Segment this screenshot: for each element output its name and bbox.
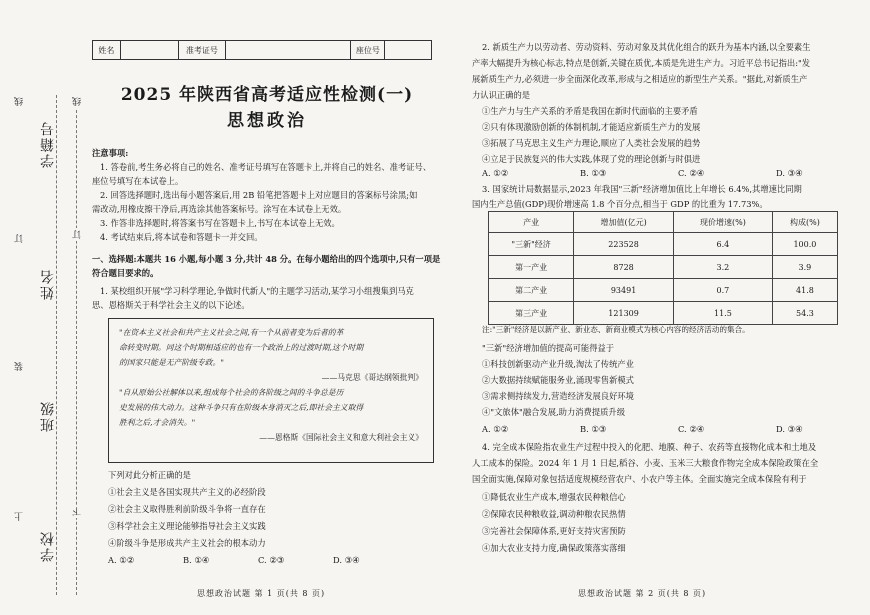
quote-line: 的国家只能是无产阶级专政。" [119,358,224,367]
binding-line-inner [76,95,77,595]
question-3-option: ④"文旅体"融合发展,助力消费提质升级 [482,407,626,417]
section-heading: 符合题目要求的。 [92,268,159,278]
table-cell: 11.5 [673,302,772,325]
table-cell: 第一产业 [489,256,574,279]
table-cell: "三新"经济 [489,233,574,256]
question-1-prompt: 下列对此分析正确的是 [108,470,191,480]
notice-line: 1. 答卷前,考生务必将自己的姓名、准考证号填写在答题卡上,并将自己的姓名、准考证号、 [100,162,432,172]
question-1-option: ①社会主义是各国实现共产主义的必经阶段 [108,487,266,497]
notice-line: 需改动,用橡皮擦干净后,再选涂其他答案标号。涂写在本试卷上无效。 [92,204,347,214]
table-cell: 41.8 [772,279,837,302]
question-4-option: ③完善社会保障体系,更好支持灾害预防 [482,526,626,536]
binding-mark: 下 [73,507,83,516]
question-4-stem: 人工成本的保险。2024 年 1 月 1 日起,稻谷、小麦、玉米三大粮食作物完全成本保险政策在全 [472,458,819,468]
seat-no-field-label: 座位号 [351,41,385,59]
quote-line: "在资本主义社会和共产主义社会之间,有一个从前者变为后者的革 [119,328,344,337]
binding-margin [0,0,92,615]
quote-line: 命转变时期。同这个时期相适应的也有一个政治上的过渡时期,这个时期 [119,343,364,352]
answer-choice-b[interactable]: B. ①③ [580,424,607,434]
question-1-answers [108,555,408,565]
question-4-option: ②保障农民种粮收益,调动种粮农民热情 [482,509,626,519]
subject-title: 思想政治 [227,111,307,131]
table-header-cell: 增加值(亿元) [574,212,674,233]
student-id-label: 学籍号 [40,120,56,168]
page-2 [468,0,863,615]
table-row [489,302,838,325]
name-label: 姓名 [40,268,56,300]
table-row [489,256,838,279]
notice-line: 2. 回答选择题时,选出每小题答案后,用 2B 铅笔把答题卡上对应题目的答案标号涂黑;如 [100,190,418,200]
section-heading: 一、选择题:本题共 16 小题,每小题 3 分,共计 48 分。在每小题给出的四个选项中,只有一项是 [92,254,441,264]
binding-line-outer [56,95,57,595]
table-cell: 121309 [574,302,674,325]
question-3-option: ②大数据持续赋能服务业,涌现零售新模式 [482,375,634,385]
binding-mark: 上 [15,512,25,521]
binding-mark: 装 [15,362,25,371]
question-2-option: ②只有体现激励创新的体制机制,才能适应新质生产力的发展 [482,122,701,132]
table-header-row [489,212,838,233]
page-footer: 思想政治试题 第 1 页(共 8 页) [197,589,326,598]
answer-choice-b[interactable]: B. ①③ [580,168,607,178]
question-3-prompt: "三新"经济增加值的提高可能得益于 [482,343,615,353]
answer-choice-a[interactable]: A. ①② [482,168,509,178]
binding-mark: 订 [15,234,25,243]
question-2-option: ③拓展了马克思主义生产力理论,顺应了人类社会发展的趋势 [482,138,701,148]
page-footer: 思想政治试题 第 2 页(共 8 页) [578,589,707,598]
table-header-cell: 构成(%) [772,212,837,233]
answer-choice-d[interactable]: D. ③④ [776,424,803,434]
question-2-stem: 产率大幅提升为核心标志,特点是创新,关键在质优,本质是先进生产力。习近平总书记指出:"发 [472,58,811,68]
quote-line: "自从原始公社解体以来,组成每个社会的各阶级之间的斗争总是历 [119,388,344,397]
notice-line: 4. 考试结束后,将本试卷和答题卡一并交回。 [100,232,263,242]
question-3-stem: 3. 国家统计局数据显示,2023 年我国"三新"经济增加值比上年增长 6.4%,其增速比同期 [482,184,802,194]
question-4-stem: 4. 完全成本保险指农业生产过程中投入的化肥、地膜、种子、农药等直接物化成本和土地及 [482,442,817,452]
question-2-stem: 力认识正确的是 [472,90,531,100]
question-4-stem: 国全面实施,保障对象包括适度规模经营农户、小农户等主体。全面实施完全成本保险有利于 [472,474,807,484]
answer-choice-d[interactable]: D. ③④ [333,555,360,565]
answer-choice-a[interactable]: A. ①② [108,555,135,565]
question-4-option: ④加大农业支持力度,确保政策落实落细 [482,543,626,553]
exam-title: 2025 年陕西省高考适应性检测(一) [120,85,414,105]
question-3-option: ①科技创新驱动产业升级,淘汰了传统产业 [482,359,634,369]
exam-no-field-label: 准考证号 [179,41,227,59]
table-cell: 0.7 [673,279,772,302]
quote-line: 胜利之后,才会消失。" [119,418,196,427]
binding-mark: 订 [73,230,83,239]
notice-heading: 注意事项: [92,148,129,158]
question-2-answers [482,168,870,178]
question-2-stem: 2. 新质生产力以劳动者、劳动资料、劳动对象及其优化组合的跃升为基本内涵,以全要素生 [482,42,811,52]
table-header-cell: 产业 [489,212,574,233]
binding-mark: 线 [73,97,83,106]
question-1-option: ②社会主义取得胜利前阶级斗争将一直存在 [108,504,266,514]
question-1-stem: 思、恩格斯关于科学社会主义的以下论述。 [92,300,250,310]
question-3-option: ③需求侧持续发力,营造经济发展良好环境 [482,391,634,401]
quote-box [108,318,434,463]
answer-choice-d[interactable]: D. ③④ [776,168,803,178]
table-cell: 第二产业 [489,279,574,302]
page-1 [92,0,442,615]
question-2-option: ①生产力与生产关系的矛盾是我国在新时代面临的主要矛盾 [482,106,698,116]
notice-line: 3. 作答非选择题时,将答案书写在答题卡上,书写在本试卷上无效。 [100,218,340,228]
question-3-answers [482,424,870,434]
table-note: 注:"三新"经济是以新产业、新业态、新商业模式为核心内容的经济活动的集合。 [482,325,750,334]
answer-choice-b[interactable]: B. ①④ [183,555,210,565]
answer-choice-c[interactable]: C. ②④ [678,168,705,178]
economy-data-table [488,211,838,325]
answer-choice-c[interactable]: C. ②④ [678,424,705,434]
question-3-stem: 国内生产总值(GDP)现价增速高 1.8 个百分点,相当于 GDP 的比重为 17.73%。 [472,199,768,209]
table-row [489,279,838,302]
table-cell: 3.2 [673,256,772,279]
table-cell: 54.3 [772,302,837,325]
table-header-cell: 现价增速(%) [673,212,772,233]
binding-mark: 线 [15,97,25,106]
answer-choice-c[interactable]: C. ②③ [258,555,285,565]
quote-source: ——恩格斯《国际社会主义和意大利社会主义》 [259,433,423,442]
table-cell: 8728 [574,256,674,279]
table-row [489,233,838,256]
quote-source: ——马克思《哥达纲领批判》 [321,373,423,382]
question-4-option: ①降低农业生产成本,增强农民种粮信心 [482,492,626,502]
question-1-stem: 1. 某校组织开展"学习科学理论,争做时代新人"的主题学习活动,某学习小组搜集到马克 [100,286,414,296]
table-cell: 第三产业 [489,302,574,325]
question-2-option: ④立足于民族复兴的伟大实践,体现了党的理论创新与时俱进 [482,154,701,164]
quote-line: 史发展的伟大动力。这种斗争只有在阶级本身消灭之后,即社会主义取得 [119,403,364,412]
school-label: 学校 [40,530,56,562]
name-field-label: 姓名 [93,41,121,59]
table-cell: 223528 [574,233,674,256]
table-cell: 100.0 [772,233,837,256]
question-2-stem: 展新质生产力,必须进一步全面深化改革,形成与之相适应的新型生产关系。"据此,对新质生产 [472,74,808,84]
question-1-option: ③科学社会主义理论能够指导社会主义实践 [108,521,266,531]
answer-choice-a[interactable]: A. ①② [482,424,509,434]
notice-line: 座位号填写在本试卷上。 [92,176,184,186]
table-cell: 3.9 [772,256,837,279]
question-1-option: ④阶级斗争是形成共产主义社会的根本动力 [108,538,266,548]
table-cell: 6.4 [673,233,772,256]
table-cell: 93491 [574,279,674,302]
class-label: 班级 [40,400,56,432]
